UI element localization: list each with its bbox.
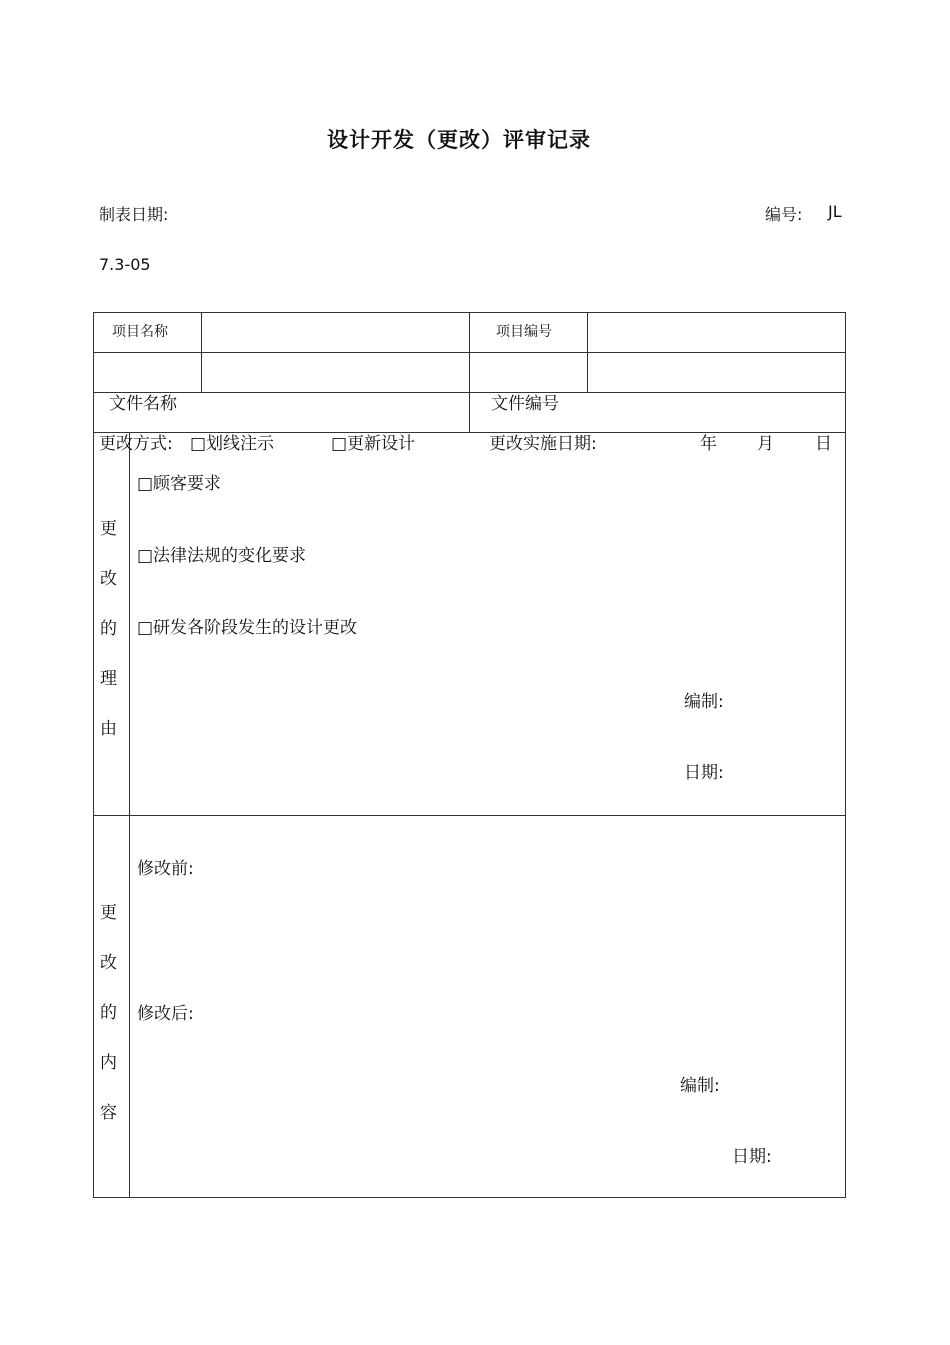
table-col-rule-label (129, 432, 130, 1198)
table-border-left (93, 312, 94, 1198)
after-label: 修改后: (137, 1004, 194, 1024)
project-name-field[interactable] (205, 318, 467, 350)
number-label: 编号: (765, 205, 803, 224)
date-label: 制表日期: (99, 205, 169, 224)
number-value-part1: JL (828, 202, 842, 221)
project-number-field[interactable] (591, 318, 843, 350)
file-number-label: 文件编号 (491, 394, 559, 414)
impl-date-label: 更改实施日期: (489, 434, 597, 454)
table-border-right (845, 312, 846, 1198)
content-label-char: 的 (100, 1003, 117, 1023)
file-name-label: 文件名称 (109, 394, 177, 414)
number-value-part2: 7.3-05 (99, 255, 151, 274)
reason-option-design-stage[interactable]: □研发各阶段发生的设计更改 (137, 618, 358, 638)
project-number-label: 项目编号 (496, 324, 552, 340)
project-name-label: 项目名称 (112, 324, 168, 340)
table-border-bottom (93, 1197, 846, 1198)
month-label: 月 (757, 434, 774, 454)
reason-label-char: 理 (100, 669, 117, 689)
option-redesign-checkbox[interactable]: □更新设计 (331, 434, 416, 454)
content-prepared-label: 编制: (680, 1076, 720, 1096)
table-col-rule-3 (587, 312, 588, 392)
day-label: 日 (815, 434, 832, 454)
content-label-char: 内 (100, 1053, 117, 1073)
page-title: 设计开发（更改）评审记录 (327, 128, 591, 152)
table-col-rule-1 (201, 312, 202, 392)
reason-label-char: 由 (100, 719, 117, 739)
content-label-char: 更 (100, 903, 117, 923)
before-label: 修改前: (137, 859, 194, 879)
table-rule-4 (93, 815, 846, 816)
change-method-label: 更改方式: (99, 434, 173, 454)
table-col-rule-2 (469, 312, 470, 432)
reason-label-char: 的 (100, 619, 117, 639)
option-strike-checkbox[interactable]: □划线注示 (190, 434, 275, 454)
content-label-char: 容 (100, 1103, 117, 1123)
year-label: 年 (700, 434, 717, 454)
content-label-char: 改 (100, 953, 117, 973)
reason-prepared-label: 编制: (684, 692, 724, 712)
content-date-label: 日期: (732, 1147, 772, 1167)
reason-date-label: 日期: (684, 763, 724, 783)
reason-label-char: 改 (100, 569, 117, 589)
reason-option-customer[interactable]: □顾客要求 (137, 474, 222, 494)
reason-label-char: 更 (100, 519, 117, 539)
reason-option-regulation[interactable]: □法律法规的变化要求 (137, 546, 307, 566)
